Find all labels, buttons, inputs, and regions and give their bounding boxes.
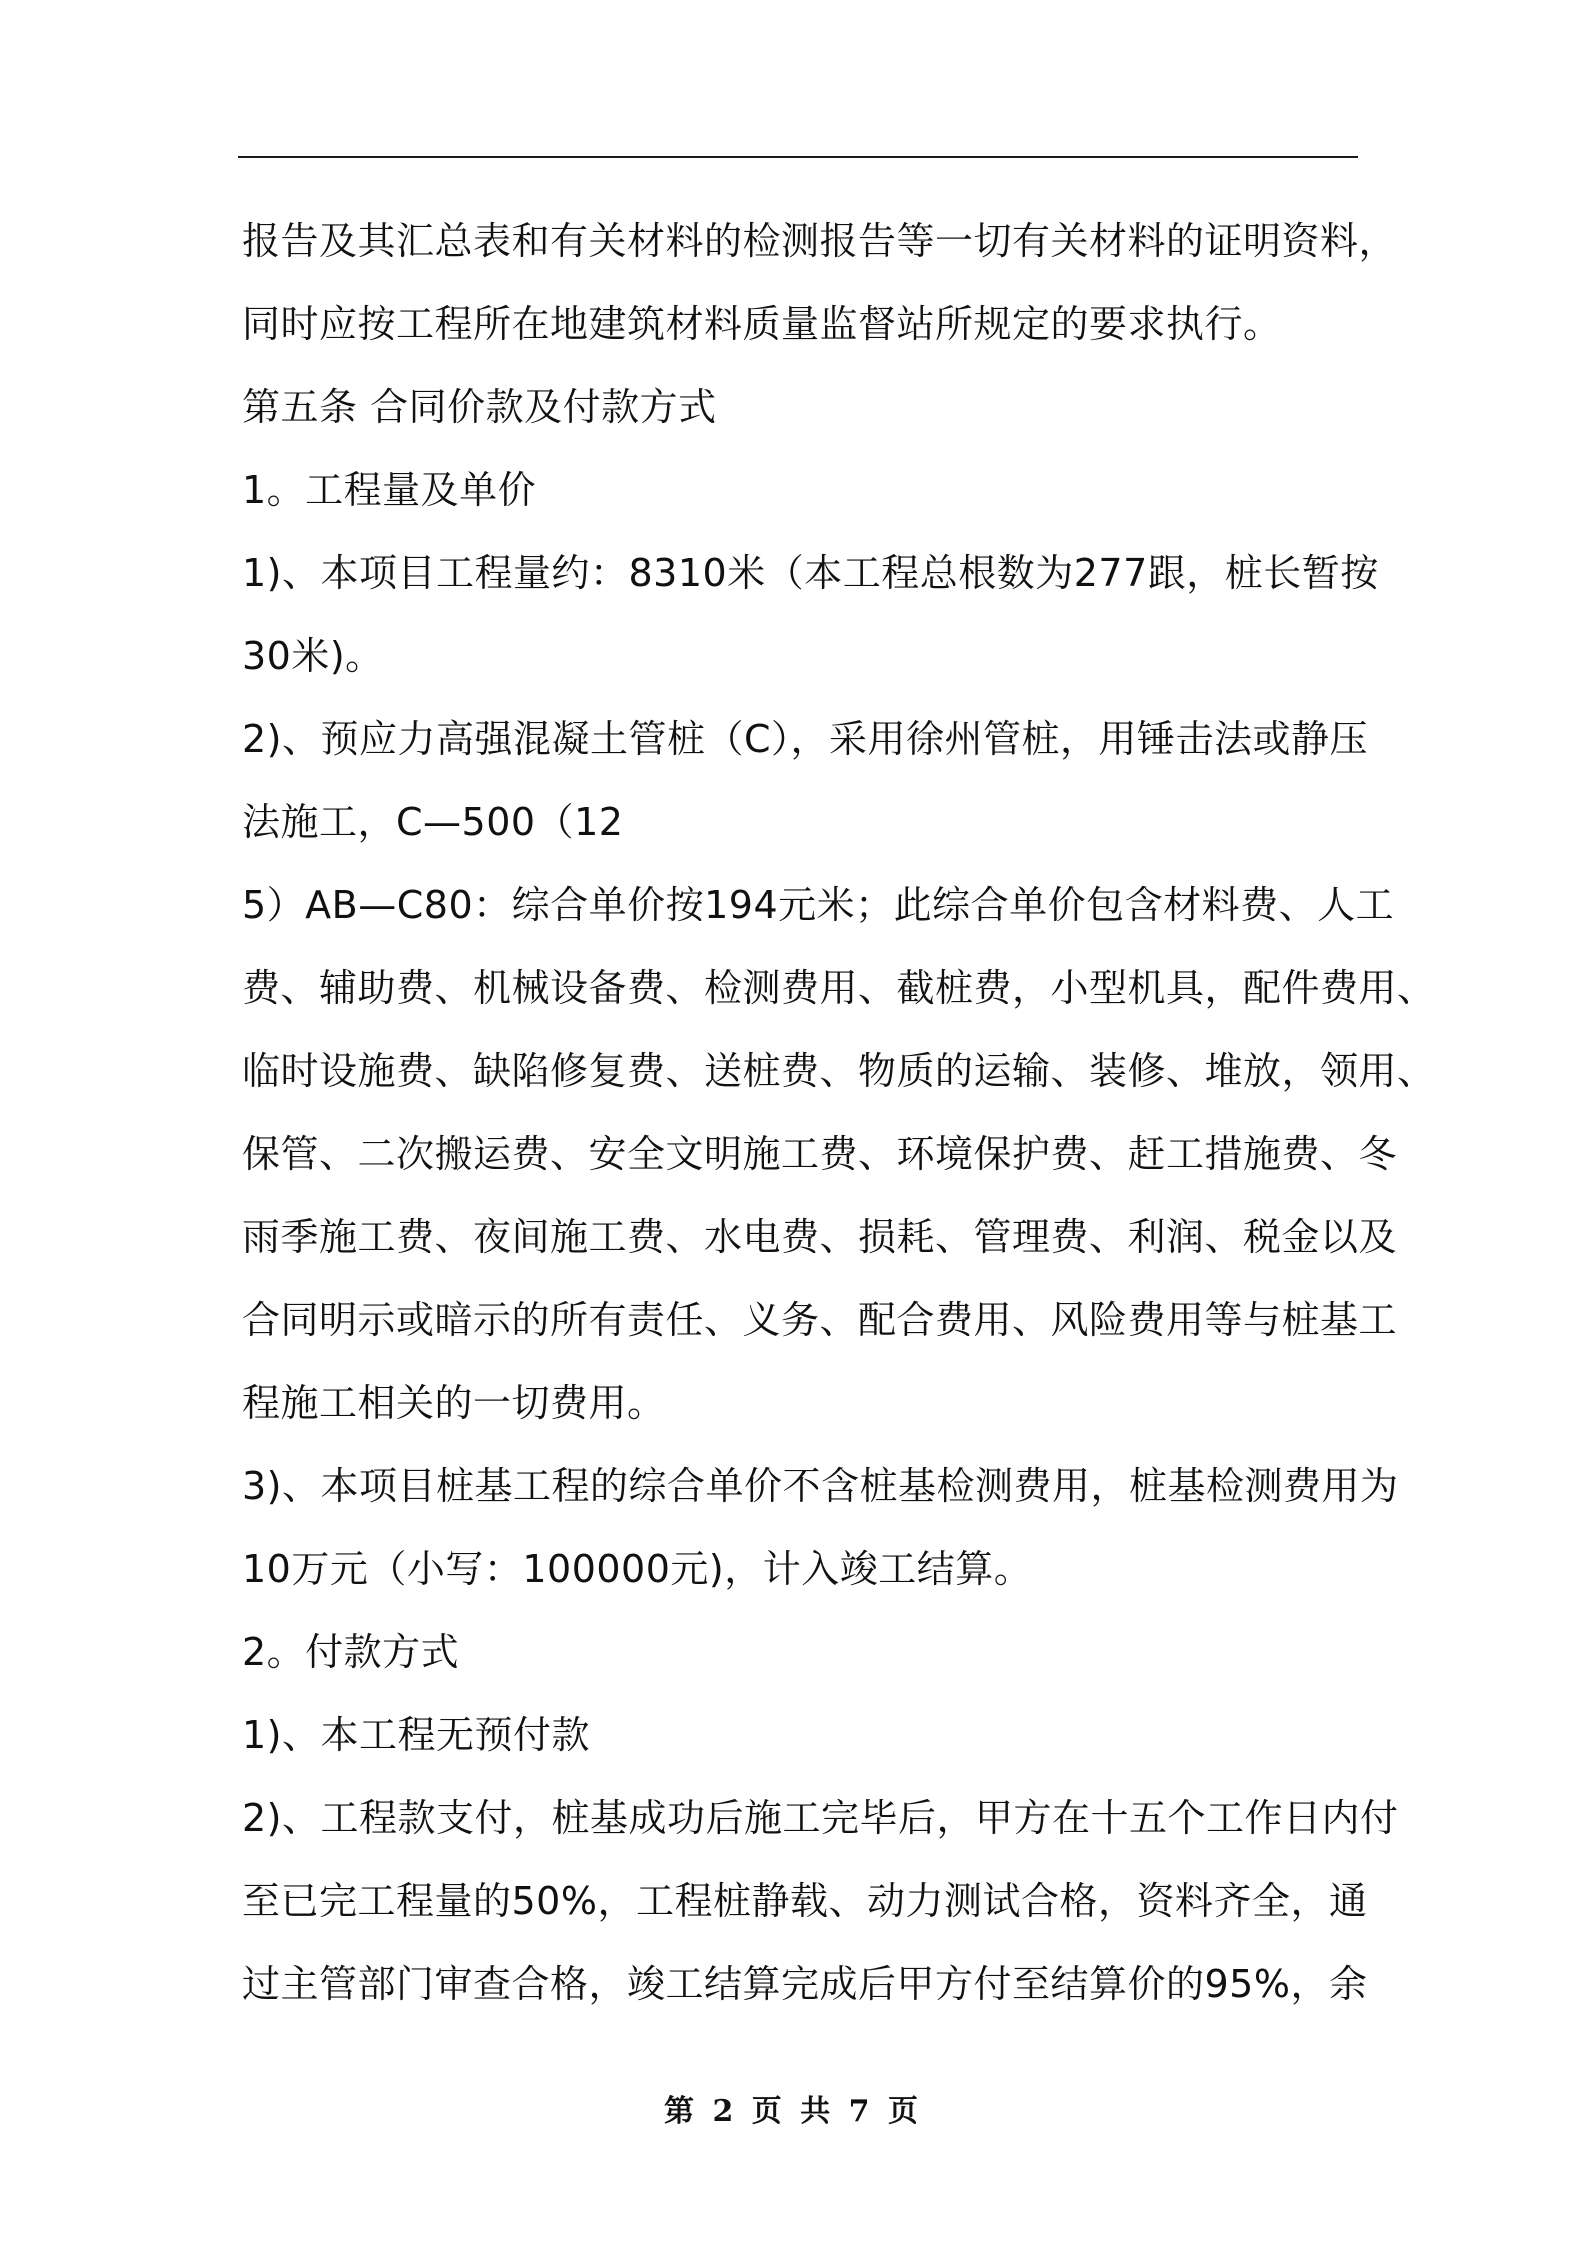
text-line: 临时设施费、缺陷修复费、送桩费、物质的运输、装修、堆放，领用、 bbox=[242, 1049, 1436, 1093]
text-line: 2)、预应力高强混凝土管桩（C），采用徐州管桩，用锤击法或静压 bbox=[242, 717, 1369, 761]
body-text bbox=[242, 200, 1436, 2026]
text-line: 程施工相关的一切费用。 bbox=[242, 1381, 666, 1425]
text-line: 法施工，C—500（12 bbox=[242, 800, 624, 844]
text-line: 10万元（小写：100000元)，计入竣工结算。 bbox=[242, 1547, 1033, 1591]
text-line: 1)、本项目工程量约：8310米（本工程总根数为277跟，桩长暂按 bbox=[242, 551, 1379, 595]
text-line: 保管、二次搬运费、安全文明施工费、环境保护费、赶工措施费、冬 bbox=[242, 1132, 1398, 1176]
text-line: 雨季施工费、夜间施工费、水电费、损耗、管理费、利润、税金以及 bbox=[242, 1215, 1398, 1259]
text-line: 报告及其汇总表和有关材料的检测报告等一切有关材料的证明资料， bbox=[242, 219, 1398, 263]
text-line: 合同明示或暗示的所有责任、义务、配合费用、风险费用等与桩基工 bbox=[242, 1298, 1398, 1342]
page-number-footer: 第 2 页 共 7 页 bbox=[664, 2094, 922, 2129]
text-line: 3)、本项目桩基工程的综合单价不含桩基检测费用，桩基检测费用为 bbox=[242, 1464, 1399, 1508]
header-rule bbox=[238, 156, 1358, 158]
text-line: 同时应按工程所在地建筑材料质量监督站所规定的要求执行。 bbox=[242, 302, 1282, 346]
section-heading: 第五条 合同价款及付款方式 bbox=[242, 385, 717, 429]
subsection-heading: 2。付款方式 bbox=[242, 1630, 460, 1674]
text-line: 过主管部门审查合格，竣工结算完成后甲方付至结算价的95%，余 bbox=[242, 1962, 1368, 2006]
subsection-heading: 1。工程量及单价 bbox=[242, 468, 537, 512]
text-line: 2)、工程款支付，桩基成功后施工完毕后，甲方在十五个工作日内付 bbox=[242, 1796, 1399, 1840]
text-line: 1)、本工程无预付款 bbox=[242, 1713, 591, 1757]
text-line: 5）AB—C80：综合单价按194元米；此综合单价包含材料费、人工 bbox=[242, 883, 1395, 927]
text-line: 费、辅助费、机械设备费、检测费用、截桩费，小型机具，配件费用、 bbox=[242, 966, 1436, 1010]
text-line: 至已完工程量的50%，工程桩静载、动力测试合格，资料齐全，通 bbox=[242, 1879, 1368, 1923]
text-line: 30米)。 bbox=[242, 634, 384, 678]
